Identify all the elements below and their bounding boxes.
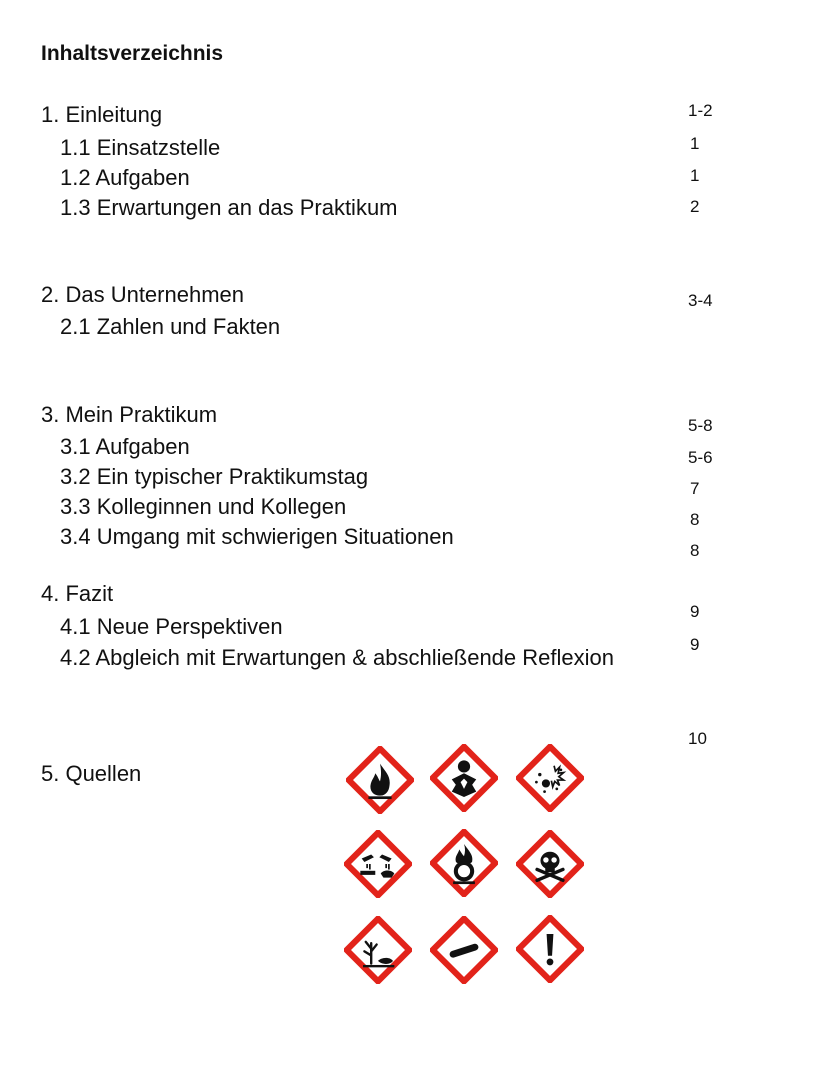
toc-title: Inhaltsverzeichnis	[41, 42, 224, 65]
toc-entry-1-2: 1.2 Aufgaben	[60, 165, 190, 190]
toc-entry-4: 4. Fazit	[41, 581, 114, 606]
toc-entry-4-1: 4.1 Neue Perspektiven	[60, 614, 283, 639]
toc-page-2: 3-4	[688, 291, 713, 310]
corrosion-icon	[344, 830, 412, 898]
toc-page-4: 9	[690, 602, 700, 621]
gas-cylinder-icon	[430, 916, 498, 984]
toc-page-3-4: 8	[690, 541, 700, 560]
flame-over-circle-icon	[430, 829, 498, 897]
toc-entry-1: 1. Einleitung	[41, 102, 163, 127]
toc-page-1: 1-2	[688, 101, 713, 120]
toc-entry-2: 2. Das Unternehmen	[41, 282, 244, 307]
toc-entry-5: 5. Quellen	[41, 761, 142, 786]
toc-entry-2-1: 2.1 Zahlen und Fakten	[60, 314, 281, 339]
toc-page-3: 5-8	[688, 416, 713, 435]
toc-entry-1-1: 1.1 Einsatzstelle	[60, 135, 221, 160]
toc-entry-4-2: 4.2 Abgleich mit Erwartungen & abschließende Reflexion	[60, 645, 614, 670]
toc-entry-3-1: 3.1 Aufgaben	[60, 434, 190, 459]
toc-page-4-1: 9	[690, 635, 700, 654]
toc-entry-3: 3. Mein Praktikum	[41, 402, 218, 427]
toc-page-1-3: 2	[690, 197, 700, 216]
toc-entry-3-4: 3.4 Umgang mit schwierigen Situationen	[60, 524, 454, 549]
toc-page-3-2: 7	[690, 479, 700, 498]
toc-page-5: 10	[688, 729, 707, 748]
skull-crossbones-icon	[516, 830, 584, 898]
toc-entry-3-2: 3.2 Ein typischer Praktikumstag	[60, 464, 369, 489]
environment-icon	[344, 916, 412, 984]
toc-page-3-1: 5-6	[688, 448, 713, 467]
toc-entry-3-3: 3.3 Kolleginnen und Kollegen	[60, 494, 347, 519]
flame-icon	[346, 746, 414, 814]
toc-page-3-3: 8	[690, 510, 700, 529]
hazard-symbols-grid	[342, 742, 588, 988]
toc-page-1-1: 1	[690, 134, 700, 153]
toc-entry-1-3: 1.3 Erwartungen an das Praktikum	[60, 195, 398, 220]
exclamation-mark-icon	[516, 915, 584, 983]
exploding-bomb-icon	[516, 744, 584, 812]
health-hazard-icon	[430, 744, 498, 812]
toc-page-1-2: 1	[690, 166, 700, 185]
